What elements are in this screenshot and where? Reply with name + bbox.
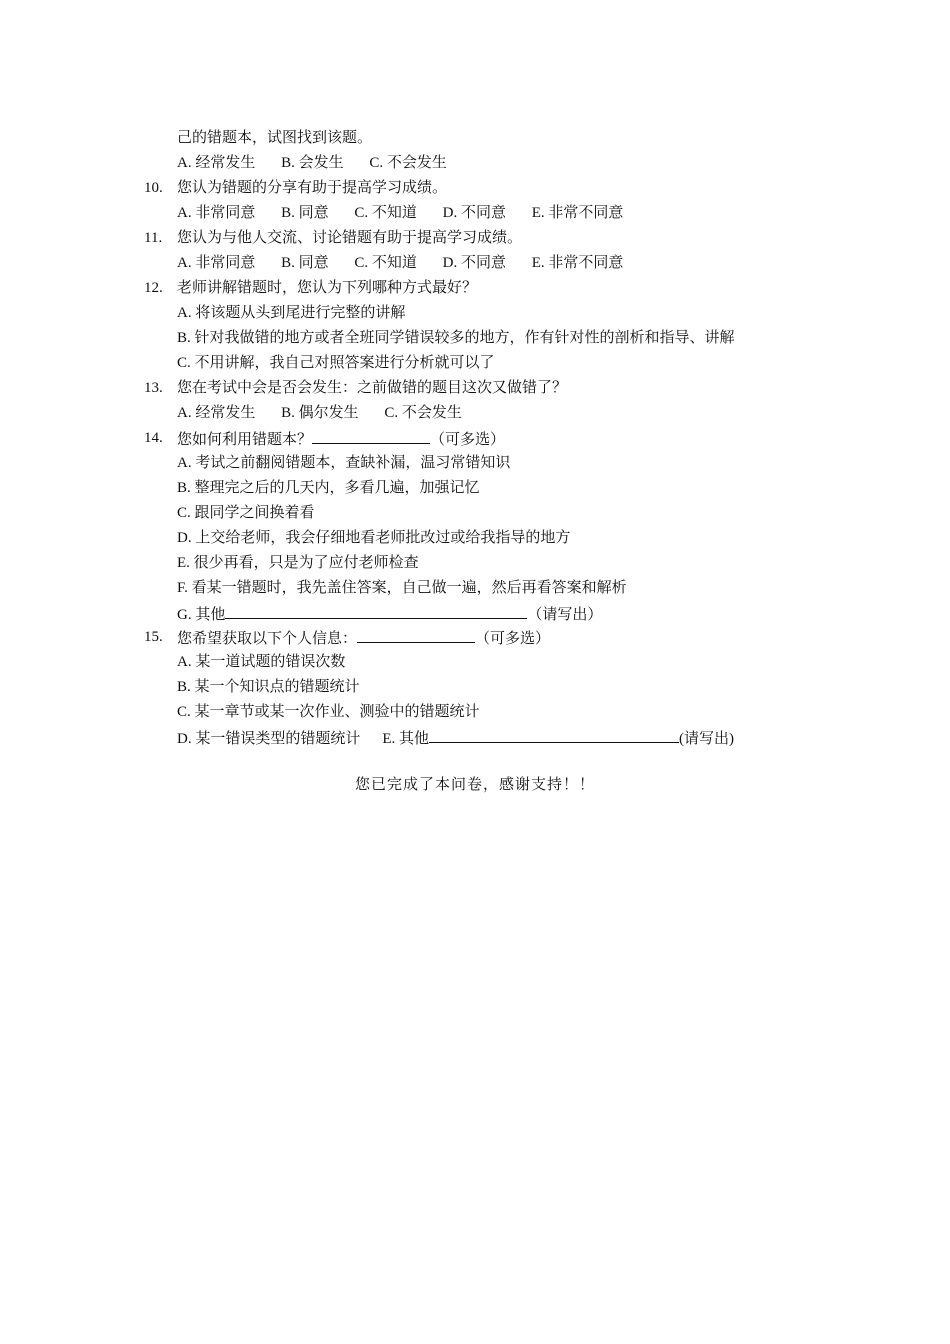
option: A. 考试之前翻阅错题本，查缺补漏，温习常错知识 <box>177 455 511 471</box>
answer-blank[interactable] <box>357 627 475 643</box>
multi-select-note: （可多选） <box>475 631 551 647</box>
question-10-options <box>177 203 623 223</box>
option: B. 针对我做错的地方或者全班同学错误较多的地方，作有针对性的剖析和指导、讲解 <box>177 330 735 346</box>
option: E. 非常不同意 <box>531 255 624 271</box>
option: A. 非常同意 <box>177 255 256 271</box>
question-14-text: 您如何利用错题本？ <box>177 432 313 448</box>
option: A. 将该题从头到尾进行完整的讲解 <box>177 305 406 321</box>
option: C. 不知道 <box>354 255 417 271</box>
option: C. 不会发生 <box>384 405 462 421</box>
question-14-line <box>177 428 505 450</box>
question-number: 12. <box>144 280 163 296</box>
question-number: 15. <box>144 629 163 645</box>
question-15-text: 您希望获取以下个人信息： <box>177 631 358 647</box>
answer-blank[interactable] <box>312 428 430 444</box>
option: C. 某一章节或某一次作业、测验中的错题统计 <box>177 704 480 720</box>
question-11-text: 您认为与他人交流、讨论错题有助于提高学习成绩。 <box>177 230 523 246</box>
option: A. 某一道试题的错误次数 <box>177 654 346 670</box>
option: E. 非常不同意 <box>531 205 624 221</box>
option: A. 经常发生 <box>177 405 256 421</box>
write-note: （请写出） <box>527 607 603 623</box>
question-number: 13. <box>144 380 163 396</box>
question-11-options <box>177 253 623 273</box>
question-12-text: 老师讲解错题时，您认为下列哪种方式最好？ <box>177 280 478 296</box>
write-note: (请写出) <box>679 731 735 747</box>
option: C. 不知道 <box>354 205 417 221</box>
option: D. 某一错误类型的错题统计 <box>177 731 361 747</box>
question-15-last-options <box>177 727 734 749</box>
option: D. 上交给老师，我会仔细地看老师批改过或给我指导的地方 <box>177 530 571 546</box>
option: C. 跟同学之间换着看 <box>177 505 315 521</box>
option: D. 不同意 <box>442 205 506 221</box>
question-10-text: 您认为错题的分享有助于提高学习成绩。 <box>177 180 448 196</box>
option: D. 不同意 <box>442 255 506 271</box>
option: B. 整理完之后的几天内，多看几遍，加强记忆 <box>177 480 480 496</box>
closing-message: 您已完成了本问卷，感谢支持！！ <box>354 775 595 793</box>
question-number: 10. <box>144 180 163 196</box>
other-blank[interactable] <box>429 727 679 743</box>
multi-select-note: （可多选） <box>430 432 506 448</box>
option: F. 看某一错题时，我先盖住答案，自己做一遍，然后再看答案和解析 <box>177 580 627 596</box>
option: C. 不会发生 <box>369 155 447 171</box>
option: B. 同意 <box>281 255 329 271</box>
other-blank[interactable] <box>225 603 527 619</box>
question-14-other <box>177 603 602 625</box>
question-15-line <box>177 627 550 649</box>
question-9-continuation: 己的错题本，试图找到该题。 <box>177 130 373 146</box>
option: A. 经常发生 <box>177 155 256 171</box>
option: C. 不用讲解，我自己对照答案进行分析就可以了 <box>177 355 495 371</box>
question-13-options <box>177 403 462 423</box>
option: E. 很少再看，只是为了应付老师检查 <box>177 555 419 571</box>
question-9-options <box>177 153 447 173</box>
option: B. 会发生 <box>281 155 344 171</box>
question-number: 14. <box>144 430 163 446</box>
question-number: 11. <box>144 230 163 246</box>
question-13-text: 您在考试中会是否会发生：之前做错的题目这次又做错了？ <box>177 380 568 396</box>
option: B. 偶尔发生 <box>281 405 359 421</box>
option: E. 其他 <box>382 731 430 747</box>
option: B. 某一个知识点的错题统计 <box>177 679 360 695</box>
option: G. 其他 <box>177 607 226 623</box>
option: A. 非常同意 <box>177 205 256 221</box>
option: B. 同意 <box>281 205 329 221</box>
